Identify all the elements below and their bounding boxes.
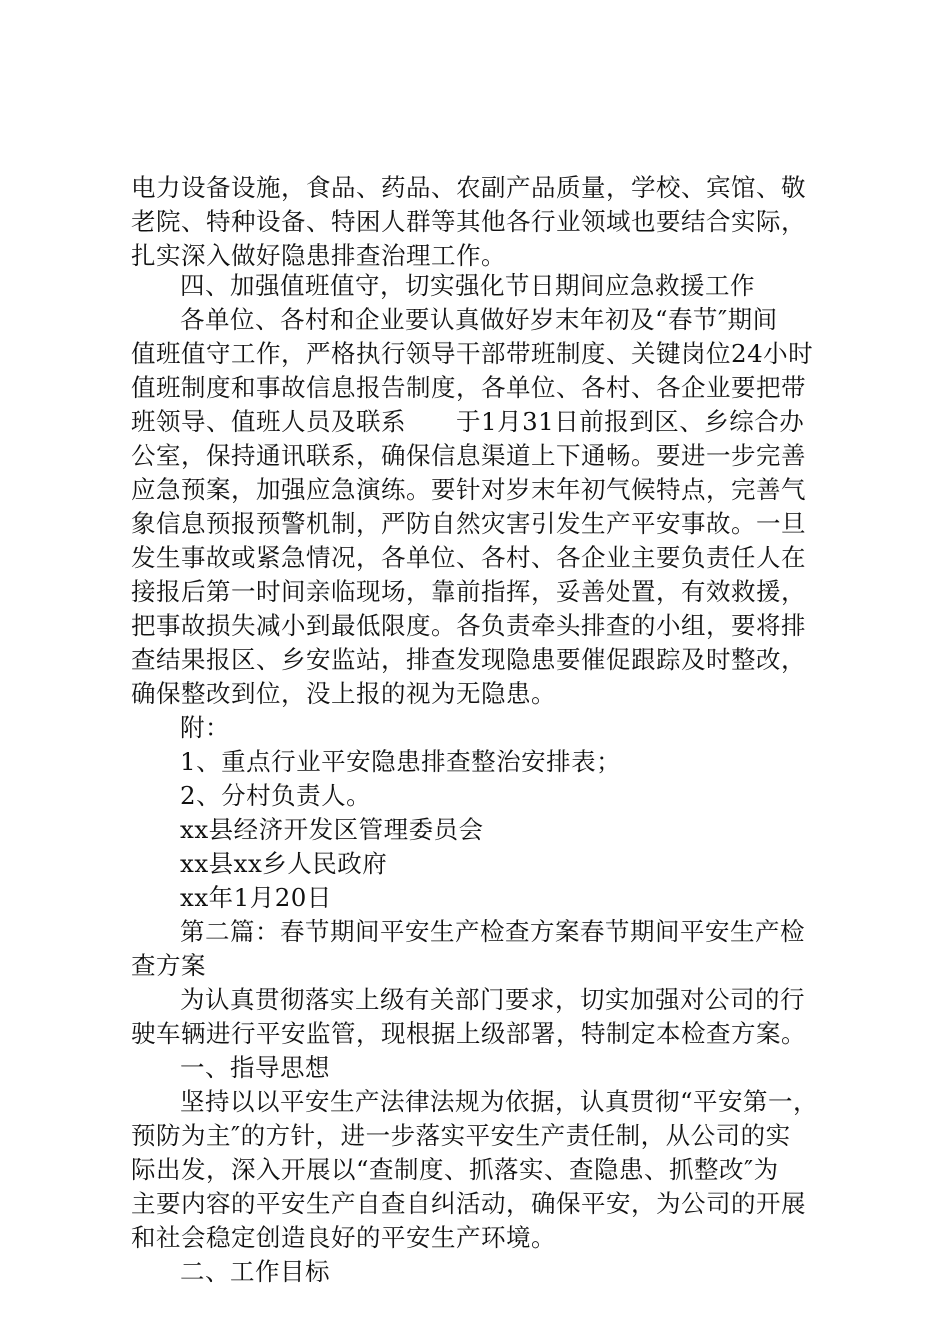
paragraph-line: 发生事故或紧急情况，各单位、各村、各企业主要负责任人在 xyxy=(131,543,806,572)
paragraph-line: 坚持以以平安生产法律法规为依据，认真贯彻“平安第一， xyxy=(180,1087,819,1116)
paragraph-line: 应急预案，加强应急演练。要针对岁末年初气候特点，完善气 xyxy=(131,475,806,504)
paragraph-line: 主要内容的平安生产自查自纠活动，确保平安，为公司的开展 xyxy=(131,1189,806,1218)
paragraph-line: 值班值守工作，严格执行领导干部带班制度、关键岗位24小时 xyxy=(131,339,814,368)
attachment-heading: 附： xyxy=(180,713,230,742)
paragraph-line: 象信息预报预警机制，严防自然灾害引发生产平安事故。一旦 xyxy=(131,509,806,538)
paragraph-line: 电力设备设施，食品、药品、农副产品质量，学校、宾馆、敬 xyxy=(131,173,806,202)
section-heading: 一、指导思想 xyxy=(180,1053,330,1082)
paragraph-line: 扎实深入做好隐患排查治理工作。 xyxy=(131,241,506,270)
paragraph-line: 和社会稳定创造良好的平安生产环境。 xyxy=(131,1223,556,1252)
chapter-title: 第二篇：春节期间平安生产检查方案春节期间平安生产检 xyxy=(180,917,805,946)
signature-date: xx年1月20日 xyxy=(180,883,332,912)
paragraph-line: 老院、特种设备、特困人群等其他各行业领域也要结合实际， xyxy=(131,207,806,236)
paragraph-line: 预防为主″的方针，进一步落实平安生产责任制，从公司的实 xyxy=(131,1121,791,1150)
paragraph-line: 驶车辆进行平安监管，现根据上级部署，特制定本检查方案。 xyxy=(131,1019,806,1048)
section-heading: 四、加强值班值守，切实强化节日期间应急救援工作 xyxy=(180,271,755,300)
paragraph-line: 际出发，深入开展以“查制度、抓落实、查隐患、抓整改″为 xyxy=(131,1155,779,1184)
attachment-item: 2、分村负责人。 xyxy=(180,781,372,810)
paragraph-line: 为认真贯彻落实上级有关部门要求，切实加强对公司的行 xyxy=(180,985,805,1014)
paragraph-line: 各单位、各村和企业要认真做好岁末年初及“春节″期间 xyxy=(180,305,778,334)
paragraph-line: 接报后第一时间亲临现场，靠前指挥，妥善处置，有效救援， xyxy=(131,577,806,606)
paragraph-line: 确保整改到位，没上报的视为无隐患。 xyxy=(131,679,556,708)
paragraph-line: 查结果报区、乡安监站，排查发现隐患要催促跟踪及时整改， xyxy=(131,645,806,674)
paragraph-line: 公室，保持通讯联系，确保信息渠道上下通畅。要进一步完善 xyxy=(131,441,806,470)
signature-org: xx县经济开发区管理委员会 xyxy=(180,815,484,844)
attachment-item: 1、重点行业平安隐患排查整治安排表； xyxy=(180,747,622,776)
chapter-title: 查方案 xyxy=(131,951,206,980)
paragraph-line: 把事故损失减小到最低限度。各负责牵头排查的小组，要将排 xyxy=(131,611,806,640)
paragraph-line: 值班制度和事故信息报告制度，各单位、各村、各企业要把带 xyxy=(131,373,806,402)
signature-org: xx县xx乡人民政府 xyxy=(180,849,388,878)
paragraph-line: 班领导、值班人员及联系 于1月31日前报到区、乡综合办 xyxy=(131,407,805,436)
section-heading: 二、工作目标 xyxy=(180,1257,330,1286)
